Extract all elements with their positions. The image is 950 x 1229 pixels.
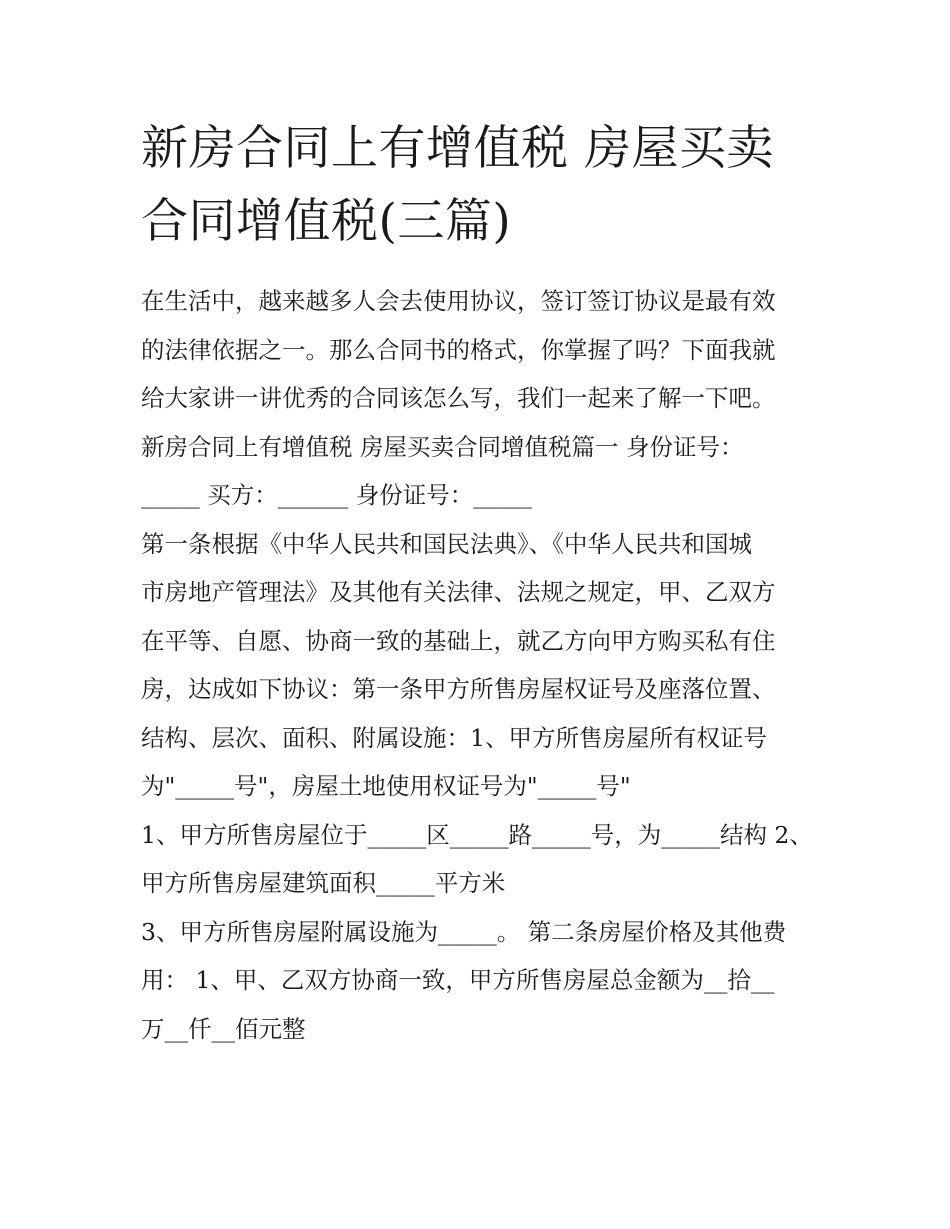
body-line: 1、甲方所售房屋位于_____区_____路_____号，为_____结构 2、: [141, 820, 813, 849]
body-line: 的法律依据之一。那么合同书的格式，你掌握了吗？下面我就: [141, 335, 776, 364]
body-line: 在生活中，越来越多人会去使用协议，签订签订协议是最有效: [141, 287, 776, 315]
body-line: 市房地产管理法》及其他有关法律、法规之规定，甲、乙双方: [141, 578, 776, 606]
body-line: 新房合同上有增值税 房屋买卖合同增值税篇一 身份证号：: [141, 432, 744, 461]
body-line: 在平等、自愿、协商一致的基础上，就乙方向甲方购买私有住: [141, 626, 776, 655]
body-line: 第一条根据《中华人民共和国民法典》、《中华人民共和国城: [141, 529, 752, 558]
document-body: [141, 277, 813, 1053]
body-line: 房，达成如下协议：第一条甲方所售房屋权证号及座落位置、: [141, 675, 776, 703]
body-line: 万__仟__佰元整: [141, 1014, 306, 1043]
document-title: [141, 112, 821, 258]
title-line-2: 合同增值税(三篇): [141, 194, 512, 249]
body-line: _____ 买方：______ 身份证号：_____: [141, 481, 532, 509]
title-line-1: 新房合同上有增值税 房屋买卖: [141, 121, 774, 176]
body-line: 给大家讲一讲优秀的合同该怎么写，我们一起来了解一下吧。: [141, 384, 776, 412]
body-line: 甲方所售房屋建筑面积_____平方米: [141, 869, 506, 897]
body-line: 为"_____号"，房屋土地使用权证号为"_____号": [141, 772, 631, 800]
body-line: 结构、层次、面积、附属设施：1、甲方所售房屋所有权证号: [141, 723, 767, 752]
body-line: 用： 1、甲、乙双方协商一致，甲方所售房屋总金额为__拾__: [141, 966, 775, 994]
body-line: 3、甲方所售房屋附属设施为_____。 第二条房屋价格及其他费: [141, 917, 787, 946]
